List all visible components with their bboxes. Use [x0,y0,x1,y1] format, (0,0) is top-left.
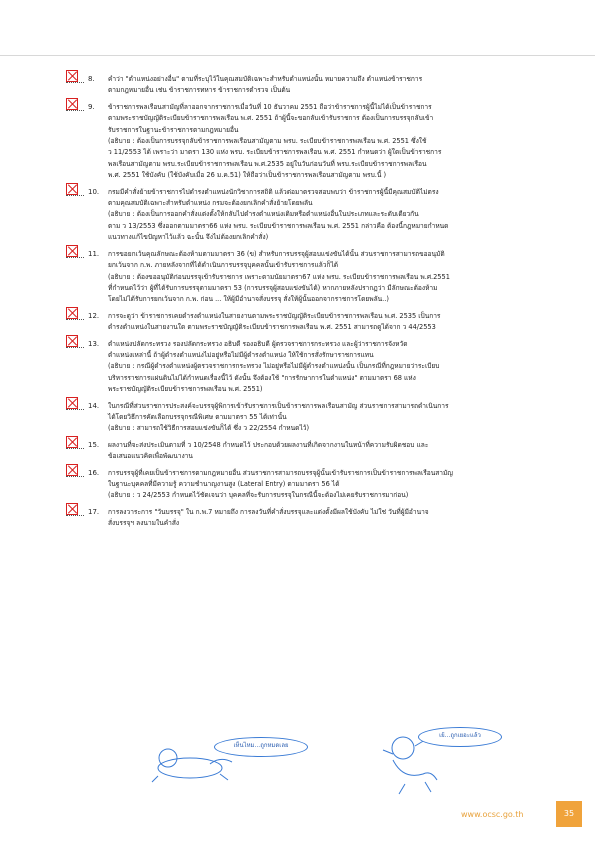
item-number: 16. [88,468,100,477]
wrong-mark-icon [66,70,78,82]
statement-line: รับราชการในฐานะข้าราชการตามกฎหมายอื่น [108,125,239,134]
wrong-mark-icon [66,307,78,319]
answer-item [68,468,548,502]
statement-line: ได้โดยวิธีการคัดเลือกบรรจุกรณีพิเศษ ตามมาตรา 55 ได้เท่านั้น [108,412,287,421]
answer-blank [66,257,84,258]
item-number: 14. [88,401,100,410]
answer-blank [66,110,84,111]
left-speech-bubble: เห็นไหม...ถูกหมดเลย [214,737,308,757]
answer-blank [66,195,84,196]
statement-line: ในกรณีที่ส่วนราชการประสงค์จะบรรจุผู้พิการเข้ารับราชการเป็นข้าราชการพลเรือนสามัญ ส่วนราชการสามารถดำเนินการ [108,401,449,410]
wrong-mark-icon [66,245,78,257]
item-text [92,102,548,182]
wrong-mark-icon [66,98,78,110]
answer-item [68,74,548,97]
item-text [92,311,548,334]
explanation-line: โดยไม่ได้รับการยกเว้นจาก ก.พ. ก่อน ... ให้ผู้มีอำนาจสั่งบรรจุ สั่งให้ผู้นั้นออกจากราชการโดยพลัน..) [108,295,389,304]
explanation-line: ที่กำหนดไว้ว่า ผู้ที่ได้รับการบรรจุตามมาตรา 53 (การบรรจุผู้สอบแข่งขันได้) หากภายหลังปรากฏว่า มีลักษณะต้องห้าม [108,283,438,292]
statement-line: การบรรจุผู้ที่เคยเป็นข้าราชการตามกฎหมายอื่น ส่วนราชการสามารถบรรจุผู้นั้นเข้ารับราชการเป็นข้าราชการพลเรือนสามัญ [108,468,453,477]
answer-item [68,187,548,244]
item-text [92,339,548,396]
explanation-line: (อธิบาย : สามารถใช้วิธีการสอบแข่งขันก็ได้ ซึ่ง ว 22/2554 กำหนดไว้) [108,424,310,433]
item-text [92,507,548,530]
page-number: 35 [556,801,582,827]
answer-blank [66,319,84,320]
item-text [92,401,548,435]
explanation-line: พระราชบัญญัติระเบียบข้าราชการพลเรือน พ.ศ. 2551) [108,385,263,394]
explanation-line: (อธิบาย : ต้องเป็นการออกคำสั่งแต่งตั้งให้กลับไปดำรงตำแหน่งเดิมหรือตำแหน่งอื่นในประเภทและระดับเดียวกัน [108,210,419,219]
explanation-line: (อธิบาย : ต้องขออนุมัติก่อนบรรจุเข้ารับราชการ เพราะตามนัยมาตรา67 แห่ง พรบ. ระเบียบข้าราชการพลเรือน พ.ศ.2551 [108,272,450,281]
answer-blank [66,476,84,477]
explanation-line: พ.ศ. 2551 ใช้บังคับ (ใช้บังคับเมื่อ 26 ม.ค.51) ให้ถือว่าเป็นข้าราชการพลเรือนสามัญตาม พรบ.นี้ ) [108,171,387,180]
wrong-mark-icon [66,436,78,448]
wrong-mark-icon [66,464,78,476]
item-text [92,249,548,306]
item-text [92,468,548,502]
statement-line: การลงวาระการ "วันบรรจุ" ใน ก.พ.7 หมายถึง การลงวันที่คำสั่งบรรจุและแต่งตั้งมีผลใช้บังคับ ไม่ใช่ วันที่ผู้มีอำนาจ [108,507,429,516]
item-number: 8. [88,75,95,83]
item-number: 13. [88,339,100,348]
item-text [92,440,548,463]
statement-line: ตามกฎหมายอื่น เช่น ข้าราชการทหาร ข้าราชการตำรวจ เป็นต้น [108,86,291,95]
answer-blank [66,448,84,449]
explanation-line: บริหารราชการแผ่นดินไม่ได้กำหนดเรื่องนี้ไว้ ดังนั้น จึงต้องใช้ "การรักษาการในตำแหน่ง" ตามมาตรา 68 แห่ง [108,373,416,382]
header-rule [0,55,595,56]
statement-line: ตามพระราชบัญญัติระเบียบข้าราชการพลเรือน พ.ศ. 2551 ถ้าผู้นี้จะขอกลับเข้ารับราชการ ต้องเป็นการบรรจุกลับเข้า [108,114,434,123]
explanation-line: แนวทางแก้ไขปัญหาไว้แล้ว ฉะนั้น จึงไม่ต้องยกเลิกคำสั่ง) [108,233,269,242]
item-number: 15. [88,440,100,449]
statement-line: ข้าราชการพลเรือนสามัญที่ลาออกจากราชการเมื่อวันที่ 10 ธันวาคม 2551 ถือว่าข้าราชการผู้นี้ไม่ได้เป็นข้าราชการ [108,102,432,111]
statement-line: ตำแหน่งเหล่านี้ ถ้าผู้ดำรงตำแหน่งไม่อยู่หรือไม่มีผู้ดำรงตำแหน่ง ให้ใช้การสั่งรักษาราชการแทน [108,350,374,359]
answer-blank [66,347,84,348]
statement-line: ดำรงตำแหน่งในสายงานใด ตามพระราชบัญญัติระเบียบข้าราชการพลเรือน พ.ศ. 2551 สามารถดูได้จาก ว 44/2553 [108,323,436,332]
answer-item [68,102,548,182]
wrong-mark-icon [66,335,78,347]
answer-item [68,311,548,334]
statement-line: กรมมีคำสั่งย้ายข้าราชการไปดำรงตำแหน่งนักวิชาการสถิติ แล้วต่อมาตรวจสอบพบว่า ข้าราชการผู้นี้มีคุณสมบัติไม่ตรง [108,187,439,196]
explanation-line: ว 11/2553 ได้ เพราะว่า มาตรา 130 แห่ง พรบ. ระเบียบข้าราชการพลเรือน พ.ศ. 2551 กำหนดว่า ผู้ใดเป็นข้าราชการ [108,148,442,157]
answer-item [68,440,548,463]
answer-item [68,249,548,306]
explanation-line: (อธิบาย : ว 24/2553 กำหนดไว้ชัดเจนว่า บุคคลที่จะรับการบรรจุในกรณีนี้จะต้องไม่เคยรับราชการมาก่อน) [108,491,409,500]
wrong-mark-icon [66,503,78,515]
answer-list [68,74,548,535]
explanation-line: พลเรือนสามัญตาม พรบ.ระเบียบข้าราชการพลเรือน พ.ศ.2535 อยู่ในวันก่อนวันที่ พรบ.ระเบียบข้าราชการพลเรือน [108,159,427,168]
item-text [92,187,548,244]
item-text [92,74,548,97]
item-number: 12. [88,311,100,320]
statement-line: การจะดูว่า ข้าราชการเคยดำรงตำแหน่งในสายงานตามพระราชบัญญัติระเบียบข้าราชการพลเรือน พ.ศ. 2535 เป็นการ [108,311,441,320]
item-number: 17. [88,507,100,516]
answer-item [68,507,548,530]
explanation-line: ตาม ว 13/2553 ซึ่งออกตามมาตรา66 แห่ง พรบ. ระเบียบข้าราชการพลเรือน พ.ศ. 2551 กล่าวคือ ต้องนี้กฎหมายกำหนด [108,221,449,230]
explanation-line: (อธิบาย : ต้องเป็นการบรรจุกลับข้าราชการพลเรือนสามัญตาม พรบ. ระเบียบข้าราชการพลเรือน พ.ศ. 2551 ซึ่งใช้ [108,137,427,146]
answer-blank [66,409,84,410]
answer-item [68,401,548,435]
statement-line: การขอยกเว้นคุณลักษณะต้องห้ามตามมาตรา 36 (ข) สำหรับการบรรจุผู้สอบแข่งขันได้นั้น ส่วนราชการสามารถขออนุมัติ [108,249,445,258]
footer-url[interactable]: www.ocsc.go.th [461,810,524,819]
statement-line: ตามคุณสมบัติเฉพาะสำหรับตำแหน่ง กรมจะต้องยกเลิกคำสั่งย้ายโดยพลัน [108,199,313,208]
statement-line: ผลงานที่จะส่งประเมินตามที่ ว 10/2548 กำหนดไว้ ประกอบด้วยผลงานที่เกิดจากงานในหน้าที่ความรับผิดชอบ และ [108,440,429,449]
explanation-line: (อธิบาย : กรณีผู้ดำรงตำแหน่งผู้ตรวจราชการกระทรวง ไม่อยู่หรือไม่มีผู้ดำรงตำแหน่งนั้น เป็นกรณีที่กฎหมายว่าระเบียบ [108,362,440,371]
wrong-mark-icon [66,397,78,409]
statement-line: ตำแหน่งปลัดกระทรวง รองปลัดกระทรวง อธิบดี รองอธิบดี ผู้ตรวจราชการกระทรวง และผู้ว่าราชการจังหวัด [108,339,408,348]
answer-blank [66,82,84,83]
answer-blank [66,515,84,516]
wrong-mark-icon [66,183,78,195]
statement-line: คำว่า "ตำแหน่งอย่างอื่น" ตามที่ระบุไว้ในคุณสมบัติเฉพาะสำหรับตำแหน่งนั้น หมายความถึง ตำแหน่งข้าราชการ [108,75,423,83]
statement-line: ยกเว้นจาก ก.พ. ภายหลังจากที่ได้ดำเนินการบรรจุบุคคลนั้นเข้ารับราชการแล้วก็ได้ [108,261,339,270]
item-number: 10. [88,187,100,196]
right-speech-bubble: เย้...ถูกเยอะแล้ว [418,727,502,747]
item-number: 9. [88,102,95,111]
statement-line: ในฐานะบุคคลที่มีความรู้ ความชำนาญงานสูง (Lateral Entry) ตามมาตรา 56 ได้ [108,480,340,488]
statement-line: ข้อเสนอแนวคิดเพื่อพัฒนางาน [108,452,193,461]
item-number: 11. [88,249,100,258]
answer-item [68,339,548,396]
statement-line: สั่งบรรจุฯ ลงนามในคำสั่ง [108,519,180,528]
